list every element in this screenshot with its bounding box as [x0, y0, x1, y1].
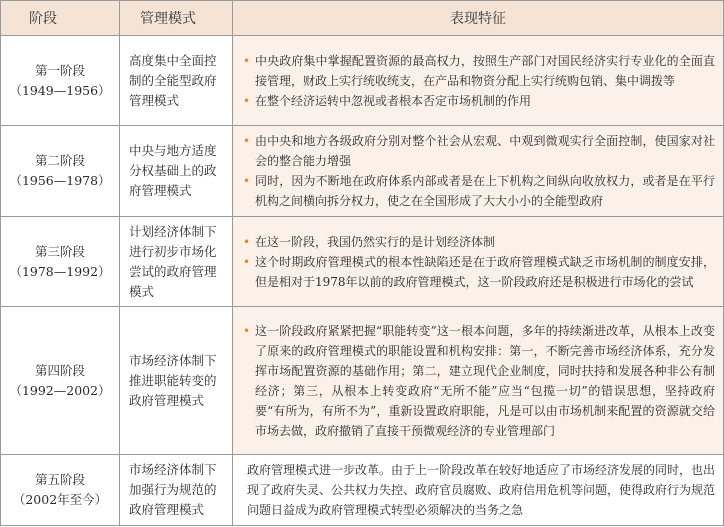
stage-name: 第三阶段 — [34, 243, 85, 259]
stage-cell — [1, 126, 120, 217]
stage-period: （2002年至今） — [12, 492, 108, 507]
mode-cell: 市场经济体制下推进职能转变的政府管理模式 — [120, 307, 233, 455]
header-stage: 阶段 — [1, 1, 120, 36]
bullet-icon: • — [243, 134, 251, 148]
stage-name: 第二阶段 — [34, 153, 85, 168]
feature-bullet — [243, 232, 715, 252]
bullet-icon: • — [243, 234, 251, 249]
feature-text: 由中央和地方各级政府分别对整个社会从宏观、中观到微观实行全面控制，使国家对社会的整合能力增强 — [255, 134, 715, 168]
stage-cell — [1, 36, 120, 126]
stage-name: 第五阶段 — [34, 472, 85, 487]
feature-text: 同时，因为不断地在政府体系内部或者是在上下机构之间纵向收放权力，或者是在平行机构之间横向拆分权力，使之在全国形成了大大小小的全能型政府 — [255, 174, 715, 208]
features-cell — [233, 36, 724, 126]
bullet-icon: • — [243, 174, 251, 188]
feature-bullet — [243, 91, 715, 111]
feature-text: 政府管理模式进一步改革。由于上一阶段改革在较好地适应了市场经济发展的同时，也出现了政府失灵、公共权力失控、政府官员腐败、政府信用危机等问题，使得政府行为规范问题日益成为政府管理模式转型必须解决的当务之急 — [247, 463, 716, 517]
table-row — [1, 307, 724, 455]
stage-period: （1956—1978） — [9, 173, 111, 188]
table-header-row — [1, 1, 724, 36]
stage-period: （1949—1956） — [9, 82, 111, 98]
feature-bullet — [243, 171, 715, 211]
stage-period: （1992—2002） — [9, 382, 111, 398]
stage-cell — [1, 217, 120, 307]
stage-cell — [1, 307, 120, 455]
feature-bullet — [243, 252, 715, 292]
feature-text: 在这一阶段，我国仍然实行的是计划经济体制 — [255, 234, 496, 249]
mode-cell: 高度集中全面控制的全能型政府管理模式 — [120, 36, 233, 126]
table-row — [1, 217, 724, 307]
header-mode: 管理模式 — [120, 1, 233, 36]
feature-bullet — [243, 131, 715, 171]
mode-cell: 市场经济体制下加强行为规范的政府管理模式 — [120, 455, 233, 526]
feature-bullet — [243, 51, 715, 91]
features-cell — [233, 217, 724, 307]
stage-cell — [1, 455, 120, 526]
feature-text: 这一阶段政府紧紧把握“职能转变”这一根本问题，多年的持续渐进改革，从根本上改变了原来的政府管理模式的职能设置和机构安排：第一，不断完善市场经济体系，充分发挥市场配置资源的基础作用；第二，建立现代企业制度，同时扶持和发展各种非公有制经济；第三，从根本上转变政府“无所不能”应当“包揽一切”的错误思想，坚持政府要“有所为，有所不为”，重新设置政府职能，凡是可以由市场机制来配置的资源就交给市场去做，政府撤销了直接干预微观经济的专业管理部门 — [255, 323, 715, 438]
table-row — [1, 36, 724, 126]
mode-cell: 中央与地方适度分权基础上的政府管理模式 — [120, 126, 233, 217]
bullet-icon: • — [243, 254, 251, 269]
bullet-icon: • — [243, 53, 251, 68]
features-cell — [233, 307, 724, 455]
table-row — [1, 126, 724, 217]
features-cell — [233, 455, 724, 526]
header-features: 表现特征 — [233, 1, 724, 36]
mode-cell: 计划经济体制下进行初步市场化尝试的政府管理模式 — [120, 217, 233, 307]
stage-period: （1978—1992） — [9, 263, 111, 279]
feature-text: 在整个经济运转中忽视或者根本否定市场机制的作用 — [255, 93, 532, 108]
bullet-icon: • — [243, 93, 251, 108]
features-cell — [233, 126, 724, 217]
feature-bullet — [243, 321, 715, 441]
stage-name: 第一阶段 — [34, 62, 85, 78]
bullet-icon: • — [243, 323, 251, 338]
table-row — [1, 455, 724, 526]
feature-text: 中央政府集中掌握配置资源的最高权力，按照生产部门对国民经济实行专业化的全面直接管理，财政上实行统收统支，在产品和物资分配上实行统购包销、集中调拨等 — [255, 53, 715, 88]
stage-name: 第四阶段 — [34, 362, 85, 378]
feature-text: 这个时期政府管理模式的根本性缺陷还是在于政府管理模式缺乏市场机制的制度安排，但是相对于1978年以前的政府管理模式，这一阶段政府还是积极进行市场化的尝试 — [255, 254, 715, 289]
